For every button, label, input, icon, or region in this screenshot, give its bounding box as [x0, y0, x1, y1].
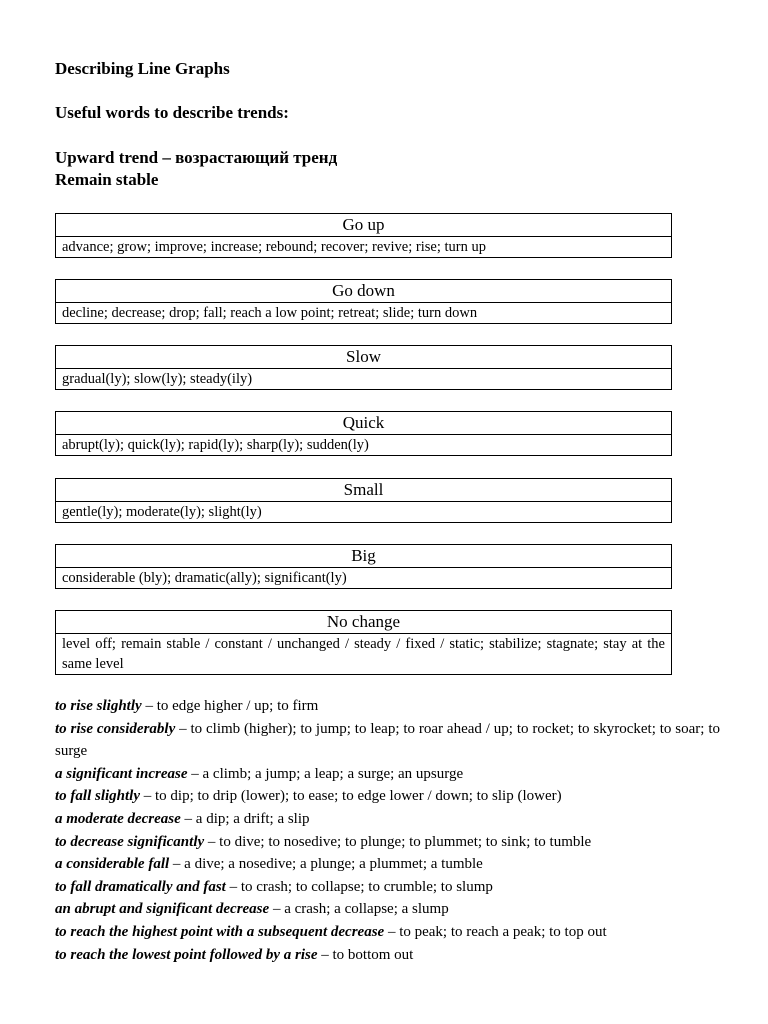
vocab-box-words: advance; grow; improve; increase; rebound; recover; revive; rise; turn up [62, 239, 486, 255]
upward-trend-heading: Upward trend – возрастающий тренд [55, 148, 338, 167]
list-item [55, 763, 720, 786]
vocab-box-words: gentle(ly); moderate(ly); slight(ly) [62, 504, 262, 520]
vocab-box-heading: No change [56, 611, 671, 634]
phrase-term: an abrupt and significant decrease [55, 901, 270, 918]
vocab-box-words: abrupt(ly); quick(ly); rapid(ly); sharp(ly); sudden(ly) [62, 437, 369, 453]
remain-stable-heading: Remain stable [55, 170, 159, 189]
phrase-definition: – a dip; a drift; a slip [180, 810, 310, 827]
phrase-definition: – to crash; to collapse; to crumble; to slump [225, 878, 493, 895]
vocab-box-heading: Small [56, 479, 671, 502]
phrase-definition: – to dip; to drip (lower); to ease; to edge lower / down; to slip (lower) [140, 788, 562, 805]
vocab-box-big [55, 544, 672, 589]
vocab-box-heading: Slow [56, 346, 671, 369]
phrase-definition: – to climb (higher); to jump; to leap; to roar ahead / up; to rocket; to skyrocket; to soar; to surge [55, 720, 720, 760]
vocab-box-heading: Go up [56, 214, 671, 237]
phrase-definition: – to peak; to reach a peak; to top out [384, 923, 607, 940]
phrase-term: to fall dramatically and fast [55, 878, 226, 895]
vocab-box-words: considerable (bly); dramatic(ally); significant(ly) [62, 570, 347, 586]
vocab-box-small [55, 478, 672, 523]
vocab-box-heading: Big [56, 545, 671, 568]
vocab-box-words: gradual(ly); slow(ly); steady(ily) [62, 371, 253, 387]
list-item [55, 718, 720, 763]
phrase-term: to reach the lowest point followed by a rise [55, 946, 318, 963]
phrase-definition: – a climb; a jump; a leap; a surge; an upsurge [187, 765, 464, 782]
list-item [55, 944, 720, 967]
phrase-term: to decrease significantly [55, 833, 205, 850]
phrase-term: to fall slightly [55, 788, 141, 805]
phrase-definition: – a dive; a nosedive; a plunge; a plummet; a tumble [169, 856, 483, 873]
document-title: Describing Line Graphs [55, 59, 230, 78]
phrase-term: to reach the highest point with a subsequent decrease [55, 923, 385, 940]
phrase-list [55, 695, 720, 966]
list-item [55, 876, 720, 899]
phrase-term: a significant increase [55, 765, 188, 782]
phrase-definition: – to edge higher / up; to firm [141, 698, 319, 714]
vocab-box-words: level off; remain stable / constant / unchanged / steady / fixed / static; stabilize; stagnate; stay at the same level [62, 636, 665, 672]
phrase-term: a moderate decrease [55, 810, 181, 827]
phrase-term: to rise considerably [55, 720, 176, 737]
phrase-term: a considerable fall [55, 856, 170, 873]
vocab-box-no-change [55, 610, 672, 675]
vocab-box-go-up [55, 213, 672, 258]
list-item [55, 853, 720, 876]
section-subtitle: Useful words to describe trends: [55, 103, 289, 122]
vocab-box-quick [55, 411, 672, 456]
vocab-box-go-down [55, 279, 672, 324]
vocab-box-words: decline; decrease; drop; fall; reach a low point; retreat; slide; turn down [62, 305, 478, 321]
phrase-definition: – to bottom out [317, 946, 414, 963]
list-item [55, 808, 720, 831]
list-item [55, 785, 720, 808]
list-item [55, 898, 720, 921]
list-item [55, 695, 720, 718]
list-item [55, 831, 720, 854]
vocab-box-slow [55, 345, 672, 390]
phrase-definition: – to dive; to nosedive; to plunge; to plummet; to sink; to tumble [204, 833, 592, 850]
phrase-definition: – a crash; a collapse; a slump [269, 901, 449, 918]
vocab-box-heading: Quick [56, 412, 671, 435]
vocab-box-heading: Go down [56, 280, 671, 303]
phrase-term: to rise slightly [55, 698, 142, 714]
list-item [55, 921, 720, 944]
